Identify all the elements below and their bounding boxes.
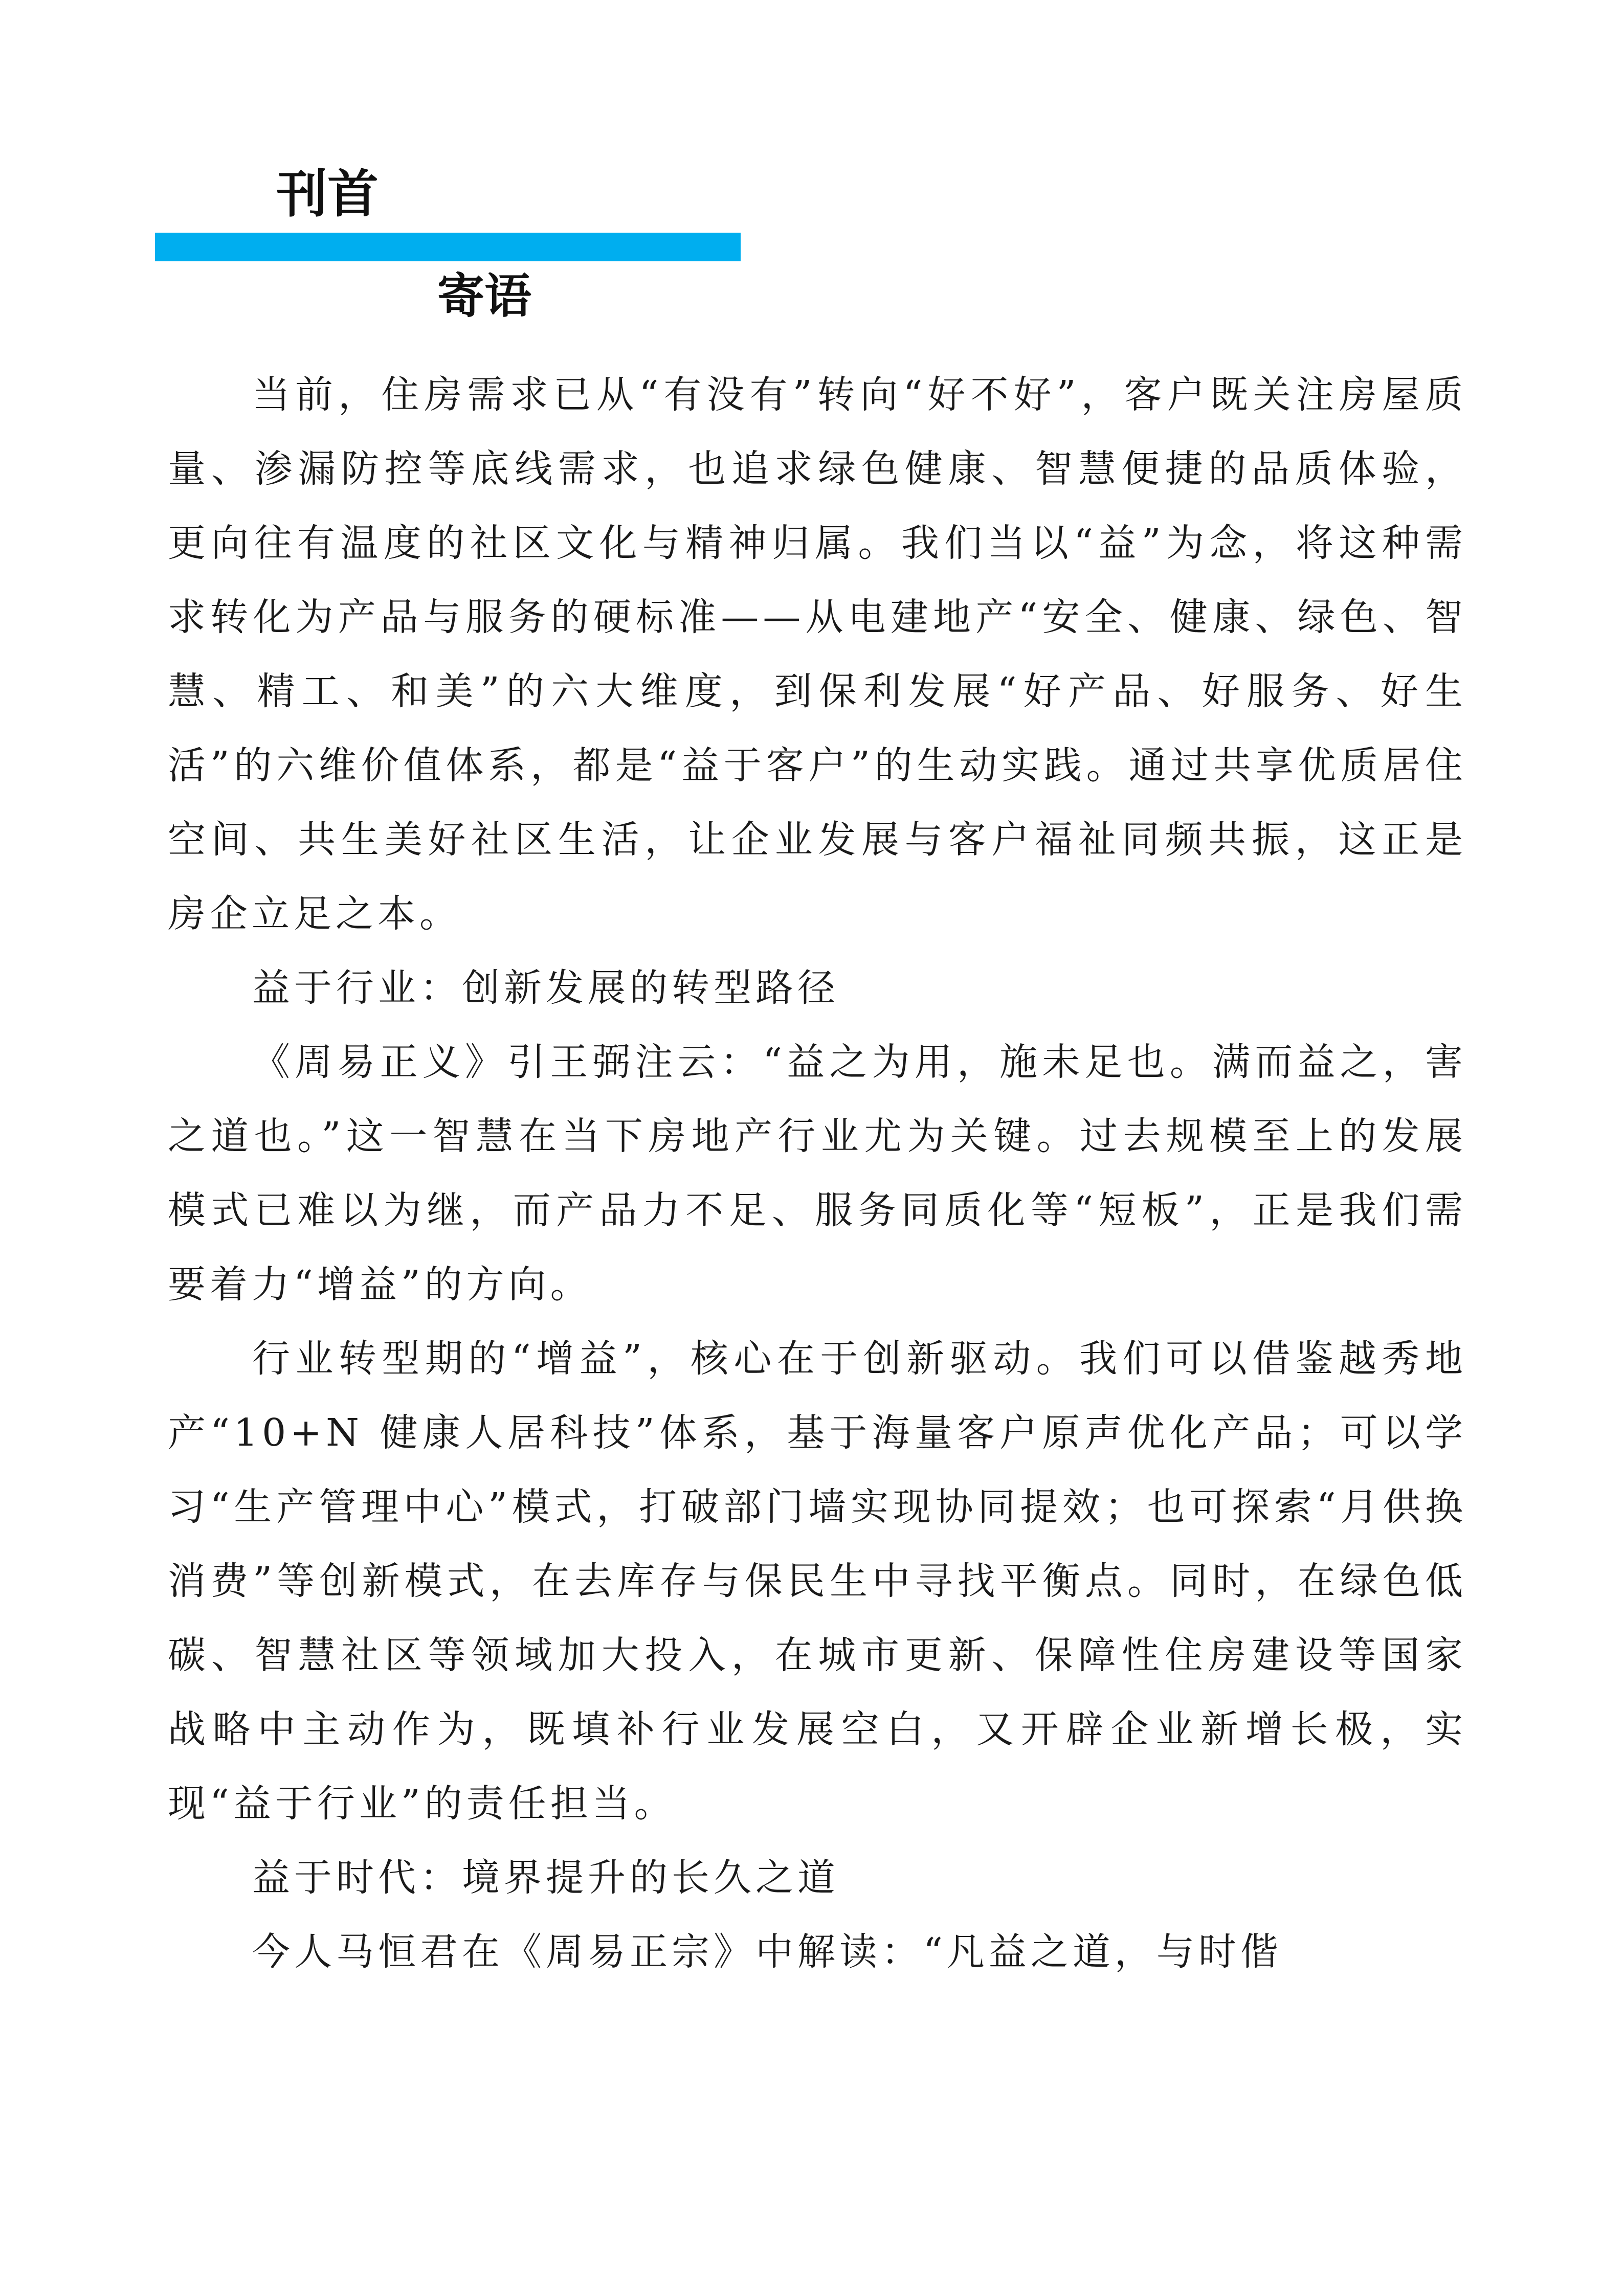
article-body [168, 358, 1467, 1989]
paragraph: 《周易正义》引王弼注云：“益之为用，施未足也。满而益之，害之道也。”这一智慧在当下房地产行业尤为关键。过去规模至上的发展模式已难以为继，而产品力不足、服务同质化等“短板”，正是我们需要着力“增益”的方向。 [168, 1040, 1467, 1307]
paragraph: 今人马恒君在《周易正宗》中解读：“凡益之道，与时偕 [252, 1930, 1282, 1974]
article-title: 寄语 [437, 269, 532, 324]
subheading: 益于时代：境界提升的长久之道 [252, 1856, 839, 1900]
paragraph: 当前，住房需求已从“有没有”转向“好不好”，客户既关注房屋质量、渗漏防控等底线需求，也追求绿色健康、智慧便捷的品质体验，更向往有温度的社区文化与精神归属。我们当以“益”为念，将这种需求转化为产品与服务的硬标准——从电建地产“安全、健康、绿色、智慧、精工、和美”的六大维度，到保利发展“好产品、好服务、好生活”的六维价值体系，都是“益于客户”的生动实践。通过共享优质居住空间、共生美好社区生活，让企业发展与客户福祉同频共振，这正是房企立足之本。 [168, 373, 1467, 936]
subheading: 益于行业：创新发展的转型路径 [252, 966, 839, 1010]
accent-bar [155, 233, 741, 261]
section-label: 刊首 [276, 164, 379, 224]
paragraph: 行业转型期的“增益”，核心在于创新驱动。我们可以借鉴越秀地产“10+N 健康人居科技”体系，基于海量客户原声优化产品；可以学习“生产管理中心”模式，打破部门墙实现协同提效；也可探索“月供换消费”等创新模式，在去库存与保民生中寻找平衡点。同时，在绿色低碳、智慧社区等领域加大投入，在城市更新、保障性住房建设等国家战略中主动作为，既填补行业发展空白，又开辟企业新增长极，实现“益于行业”的责任担当。 [168, 1337, 1467, 1826]
